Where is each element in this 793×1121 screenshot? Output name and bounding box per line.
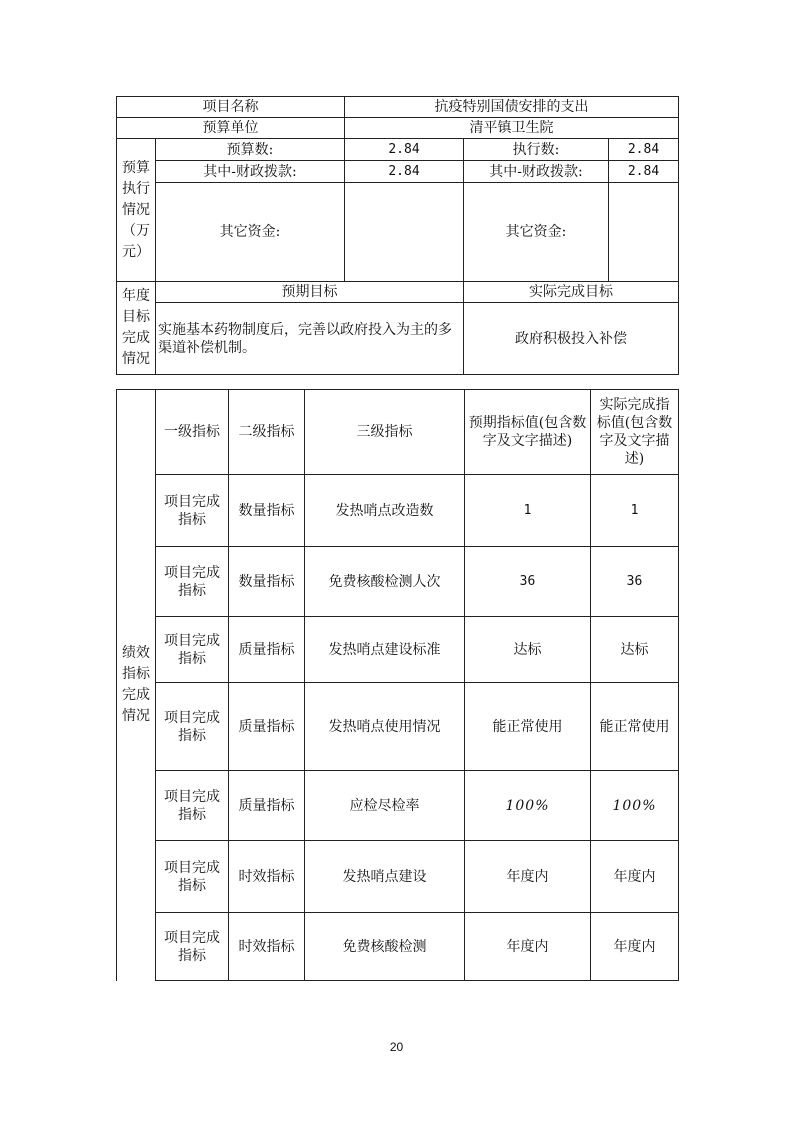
executed-amount-label: 执行数:	[464, 139, 609, 161]
row-level2: 时效指标	[229, 841, 305, 913]
budget-amount-value: 2.84	[345, 139, 464, 161]
table-row	[117, 771, 679, 841]
row-level2: 时效指标	[229, 913, 305, 981]
budget-unit-label: 预算单位	[117, 118, 345, 139]
table-row	[117, 617, 679, 683]
table-row	[117, 547, 679, 617]
budget-amount-label: 预算数:	[156, 139, 345, 161]
row-actual: 36	[591, 547, 679, 617]
page-number: 20	[389, 1040, 404, 1054]
row-expected: 36	[465, 547, 591, 617]
other-funds-executed-value	[609, 183, 679, 282]
executed-amount-value: 2.84	[609, 139, 679, 161]
performance-table	[116, 389, 679, 981]
expected-goal-header: 预期目标	[156, 282, 464, 303]
other-funds-budget-value	[345, 183, 464, 282]
other-funds-executed-label: 其它资金:	[464, 183, 609, 282]
fiscal-executed-value: 2.84	[609, 161, 679, 183]
table-row	[117, 475, 679, 547]
row-level1: 项目完成指标	[156, 913, 229, 981]
row-level2: 质量指标	[229, 617, 305, 683]
row-level3: 发热哨点改造数	[305, 475, 465, 547]
row-level3: 免费核酸检测	[305, 913, 465, 981]
table-row	[117, 913, 679, 981]
header-expected-value: 预期指标值(包含数字及文字描述)	[465, 390, 591, 475]
row-expected: 1	[465, 475, 591, 547]
row-expected: 100%	[465, 771, 591, 841]
annual-goals-side-label: 年度目标完成情况	[117, 282, 156, 375]
row-level1: 项目完成指标	[156, 771, 229, 841]
row-expected: 达标	[465, 617, 591, 683]
row-level3: 免费核酸检测人次	[305, 547, 465, 617]
row-level1: 项目完成指标	[156, 547, 229, 617]
row-level2: 质量指标	[229, 683, 305, 771]
row-level1: 项目完成指标	[156, 683, 229, 771]
row-level2: 数量指标	[229, 547, 305, 617]
row-actual: 能正常使用	[591, 683, 679, 771]
row-actual: 100%	[591, 771, 679, 841]
row-level2: 质量指标	[229, 771, 305, 841]
row-level1: 项目完成指标	[156, 475, 229, 547]
actual-goal-header: 实际完成目标	[464, 282, 679, 303]
header-level2: 二级指标	[229, 390, 305, 475]
row-actual: 年度内	[591, 913, 679, 981]
row-actual: 年度内	[591, 841, 679, 913]
row-level1: 项目完成指标	[156, 841, 229, 913]
project-name-value: 抗疫特别国债安排的支出	[345, 97, 679, 118]
fiscal-executed-label: 其中-财政拨款:	[464, 161, 609, 183]
row-level2: 数量指标	[229, 475, 305, 547]
table-row	[117, 841, 679, 913]
budget-table	[116, 96, 679, 375]
row-level3: 应检尽检率	[305, 771, 465, 841]
project-name-label: 项目名称	[117, 97, 345, 118]
row-expected: 年度内	[465, 913, 591, 981]
header-actual-value: 实际完成指标值(包含数字及文字描述)	[591, 390, 679, 475]
expected-goal-text: 实施基本药物制度后，完善以政府投入为主的多渠道补偿机制。	[156, 303, 464, 375]
row-level3: 发热哨点建设	[305, 841, 465, 913]
other-funds-label: 其它资金:	[156, 183, 345, 282]
fiscal-budget-label: 其中-财政拨款:	[156, 161, 345, 183]
row-level1: 项目完成指标	[156, 617, 229, 683]
actual-goal-text: 政府积极投入补偿	[464, 303, 679, 375]
row-expected: 年度内	[465, 841, 591, 913]
row-actual: 达标	[591, 617, 679, 683]
row-level3: 发热哨点建设标准	[305, 617, 465, 683]
budget-unit-value: 清平镇卫生院	[345, 118, 679, 139]
fiscal-budget-value: 2.84	[345, 161, 464, 183]
header-level1: 一级指标	[156, 390, 229, 475]
row-actual: 1	[591, 475, 679, 547]
header-level3: 三级指标	[305, 390, 465, 475]
performance-side-label: 绩效指标完成情况	[117, 390, 156, 981]
row-expected: 能正常使用	[465, 683, 591, 771]
row-level3: 发热哨点使用情况	[305, 683, 465, 771]
table-row	[117, 683, 679, 771]
budget-execution-side-label: 预算执行情况（万元）	[117, 139, 156, 282]
